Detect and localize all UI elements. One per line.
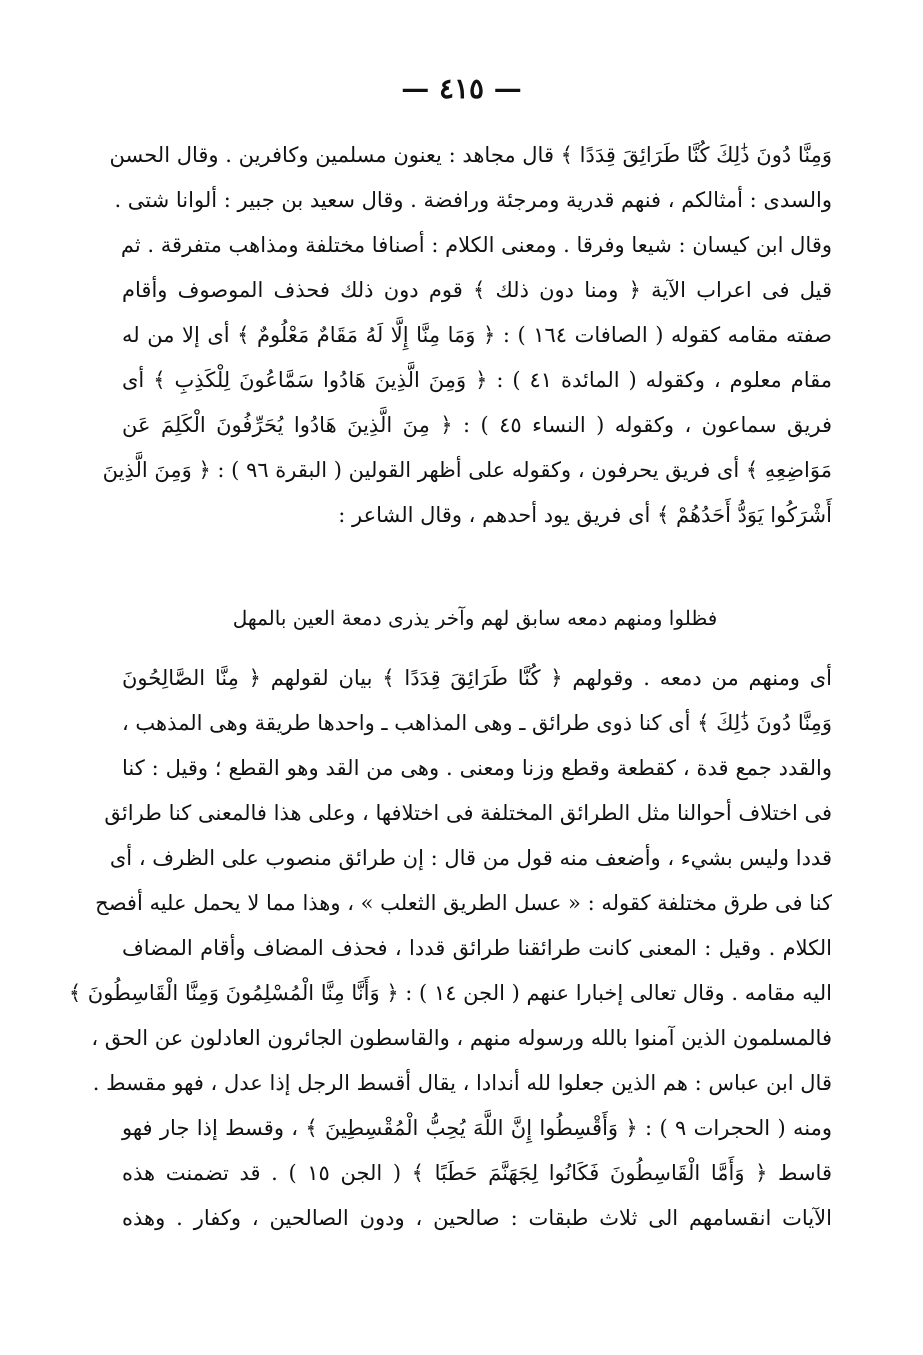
page-number: — ٤١٥ — bbox=[401, 72, 522, 105]
text-line: قددا وليس بشيء ، وأضعف منه قول من قال : إن طرائق منصوب على الظرف ، أى bbox=[109, 846, 832, 870]
paragraph-2 bbox=[68, 656, 832, 1241]
text-line: فريق سماعون ، وكقوله ( النساء ٤٥ ) : ﴿ مِنَ الَّذِينَ هَادُوا يُحَرِّفُونَ الْكَلِمَ عَن bbox=[122, 413, 832, 437]
text-line: الآيات انقسامهم الى ثلاث طبقات : صالحين ، ودون الصالحين ، وكفار . وهذه bbox=[122, 1206, 832, 1230]
text-line: فى اختلاف أحوالنا مثل الطرائق المختلفة فى اختلافها ، وعلى هذا فالمعنى كنا طرائق bbox=[104, 801, 832, 825]
text-line: صفته مقامه كقوله ( الصافات ١٦٤ ) : ﴿ وَمَا مِنَّا إِلَّا لَهُ مَقَامٌ مَعْلُومٌ ﴾ أى إلا من له bbox=[122, 323, 832, 347]
text-line: الكلام . وقيل : المعنى كانت طرائقنا طرائق قددا ، فحذف المضاف وأقام المضاف bbox=[122, 936, 832, 960]
text-line: وَمِنَّا دُونَ ذَٰلِكَ كُنَّا طَرَائِقَ قِدَدًا ﴾ قال مجاهد : يعنون مسلمين وكافرين . وقال الحسن bbox=[109, 143, 832, 167]
poetry-verse: فظلوا ومنهم دمعه سابق لهم وآخر يذرى دمعة العين بالمهل bbox=[232, 606, 718, 630]
text-line: والقدد جمع قدة ، كقطعة وقطع وزنا ومعنى . وهى من القد وهو القطع ؛ وقيل : كنا bbox=[122, 756, 832, 780]
text-line: أَشْرَكُوا يَوَدُّ أَحَدُهُمْ ﴾ أى فريق يود أحدهم ، وقال الشاعر : bbox=[338, 503, 832, 527]
paragraph-1 bbox=[102, 133, 832, 538]
text-line: وَمِنَّا دُونَ ذَٰلِكَ ﴾ أى كنا ذوى طرائق ـ وهى المذاهب ـ واحدها طريقة وهى المذهب ، bbox=[121, 711, 832, 735]
text-line: قاسط ﴿ وَأَمَّا الْقَاسِطُونَ فَكَانُوا لِجَهَنَّمَ حَطَبًا ﴾ ( الجن ١٥ ) . قد تضمنت هذه bbox=[122, 1161, 832, 1185]
text-line: مقام معلوم ، وكقوله ( المائدة ٤١ ) : ﴿ وَمِنَ الَّذِينَ هَادُوا سَمَّاعُونَ لِلْكَذِبِ ﴾ أى bbox=[122, 368, 832, 392]
text-line: فالمسلمون الذين آمنوا بالله ورسوله منهم ، والقاسطون الجائرون العادلون عن الحق ، bbox=[91, 1026, 832, 1050]
text-line: اليه مقامه . وقال تعالى إخبارا عنهم ( الجن ١٤ ) : ﴿ وَأَنَّا مِنَّا الْمُسْلِمُونَ وَمِنَّا الْقَاسِطُونَ ﴾ bbox=[68, 981, 832, 1005]
text-line: كنا فى طرق مختلفة كقوله : « عسل الطريق الثعلب » ، وهذا مما لا يحمل عليه أفصح bbox=[95, 891, 832, 915]
text-line: ومنه ( الحجرات ٩ ) : ﴿ وَأَقْسِطُوا إِنَّ اللَّهَ يُحِبُّ الْمُقْسِطِينَ ﴾ ، وقسط إذا جار فهو bbox=[122, 1116, 832, 1140]
text-line: والسدى : أمثالكم ، فنهم قدرية ومرجئة ورافضة . وقال سعيد بن جبير : ألوانا شتى . bbox=[114, 188, 832, 212]
text-line: أى ومنهم من دمعه . وقولهم ﴿ كُنَّا طَرَائِقَ قِدَدًا ﴾ بيان لقولهم ﴿ مِنَّا الصَّالِحُونَ bbox=[122, 666, 832, 690]
text-line: مَوَاضِعِهِ ﴾ أى فريق يحرفون ، وكقوله على أظهر القولين ( البقرة ٩٦ ) : ﴿ وَمِنَ الَّذِينَ bbox=[102, 458, 832, 482]
text-line: وقال ابن كيسان : شيعا وفرقا . ومعنى الكلام : أصنافا مختلفة ومذاهب متفرقة . ثم bbox=[120, 233, 832, 257]
text-line: قال ابن عباس : هم الذين جعلوا لله أندادا ، يقال أقسط الرجل إذا عدل ، فهو مقسط . bbox=[92, 1071, 832, 1095]
text-line: قيل فى اعراب الآية ﴿ ومنا دون ذلك ﴾ قوم دون ذلك فحذف الموصوف وأقام bbox=[122, 278, 832, 302]
